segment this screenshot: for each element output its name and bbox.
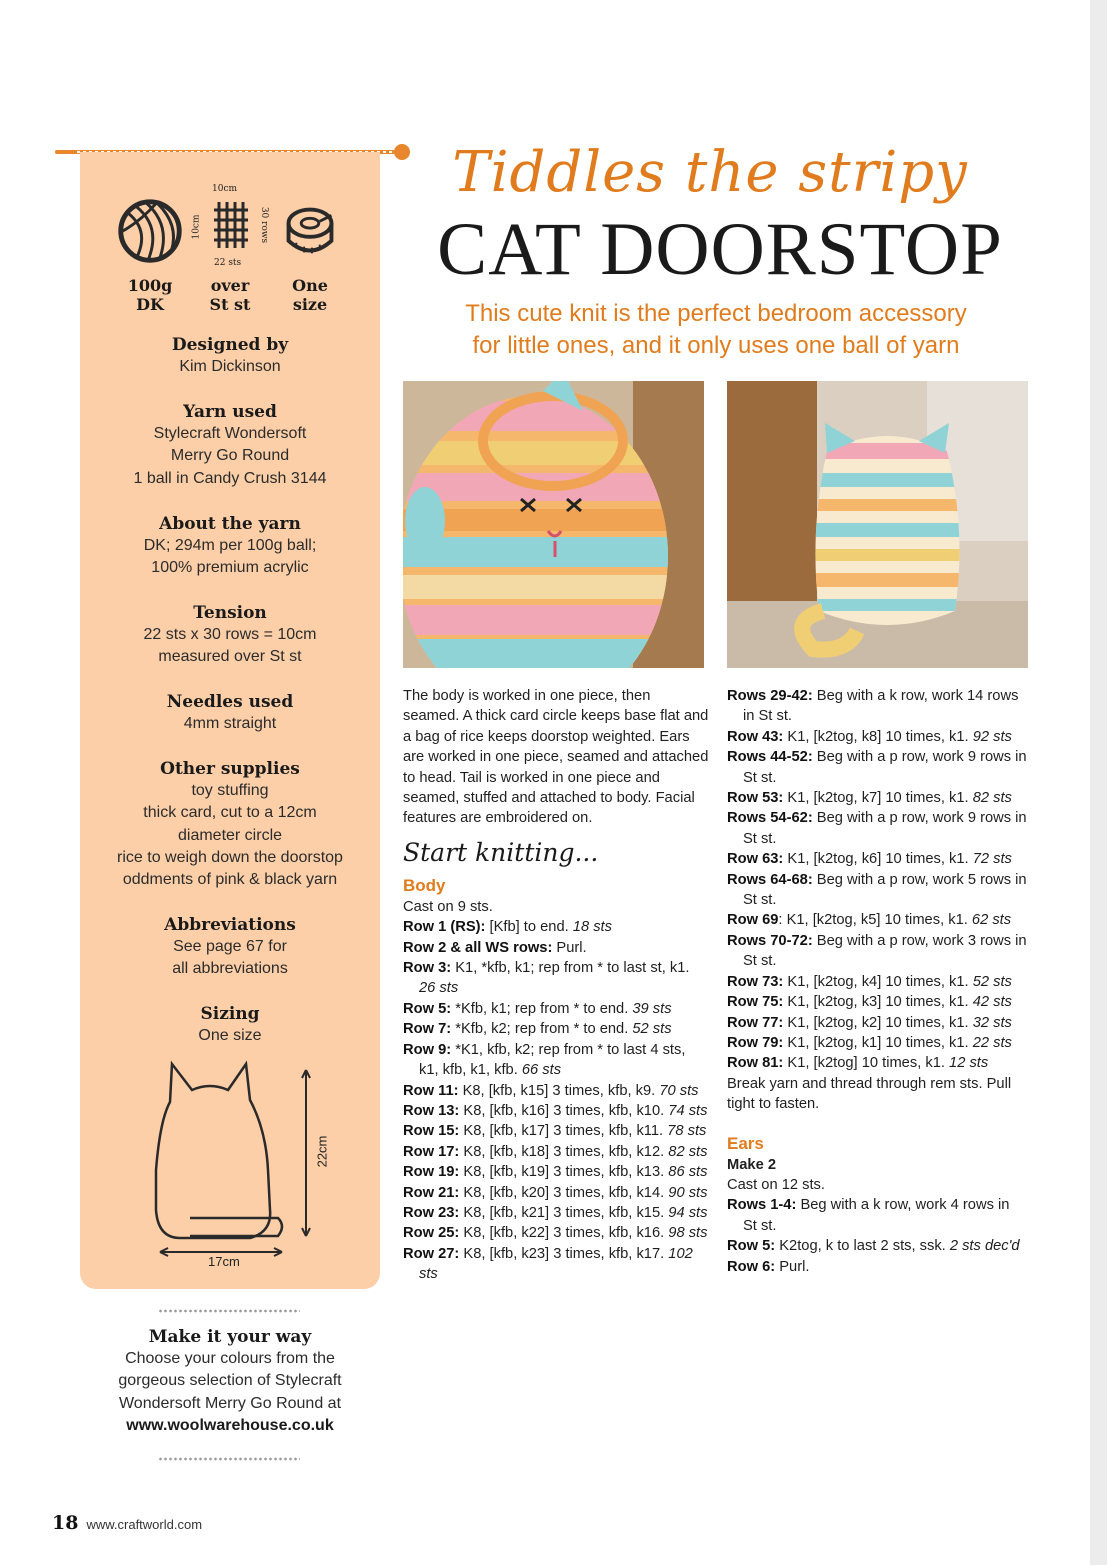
stitch-count: 74 sts xyxy=(668,1102,708,1119)
row-label: Row 9: xyxy=(403,1041,452,1058)
row-label: Row 5: xyxy=(403,1000,452,1017)
row-label: Row 25: xyxy=(403,1225,460,1242)
stitch-count: 70 sts xyxy=(659,1082,699,1099)
stitch-count: 22 sts xyxy=(972,1034,1012,1051)
row-text: Beg with a k row, work 14 rows in St st. xyxy=(743,688,1019,725)
miyw-line: Wondersoft Merry Go Round at xyxy=(118,1394,342,1412)
instruction-row xyxy=(403,1040,709,1081)
miyw-line: gorgeous selection of Stylecraft xyxy=(118,1372,342,1390)
section-line: DK; 294m per 100g ball; xyxy=(143,537,317,554)
row-text: K8, [kfb, k21] 3 times, kfb, k15. xyxy=(459,1204,669,1221)
row-text: K8, [kfb, k17] 3 times, kfb, k11. xyxy=(459,1123,668,1140)
row-label: Row 7: xyxy=(403,1021,452,1038)
row-label: Row 21: xyxy=(403,1184,460,1201)
row-text: K8, [kfb, k23] 3 times, kfb, k17. xyxy=(459,1245,669,1262)
row-text: Purl. xyxy=(552,939,587,956)
swatch-rows-label: 30 rows xyxy=(259,206,270,244)
row-text: Beg with a p row, work 3 rows in St st. xyxy=(743,932,1027,970)
cat-front-photo xyxy=(403,381,704,668)
body-cast-on: Cast on 9 sts. xyxy=(403,898,493,915)
instruction-row xyxy=(727,808,1027,849)
stitch-count: 72 sts xyxy=(972,851,1012,868)
row-label: Row 6: xyxy=(727,1258,776,1275)
row-label: Rows 44-52: xyxy=(727,749,813,766)
row-text: K1, [k2tog] 10 times, k1. xyxy=(783,1055,950,1072)
stitch-count: 62 sts xyxy=(971,912,1012,929)
size-word: size xyxy=(292,295,328,314)
stitch-count: 82 sts xyxy=(668,1143,708,1160)
instruction-row xyxy=(727,1236,1027,1256)
instruction-row xyxy=(403,958,709,999)
ears-heading: Ears xyxy=(727,1133,764,1153)
sizing-section xyxy=(80,1003,380,1047)
instruction-row xyxy=(727,788,1027,808)
row-text: *K1, kfb, k2; rep from * to last 4 sts, k1, kfb, k1, kfb. xyxy=(419,1041,686,1079)
row-label: Row 77: xyxy=(727,1014,784,1031)
supplier-link[interactable]: www.woolwarehouse.co.uk xyxy=(126,1416,334,1434)
stitch-count: 26 sts xyxy=(419,980,459,997)
row-text: K1, [k2tog, k3] 10 times, k1. xyxy=(783,994,973,1011)
row-text: Beg with a p row, work 9 rows in St st. xyxy=(743,810,1027,847)
row-text: K1, [k2tog, k1] 10 times, k1. xyxy=(783,1034,973,1051)
row-text: K1, *kfb, k1; rep from * to last st, k1. xyxy=(451,960,690,977)
stitch-count: 82 sts xyxy=(972,790,1012,807)
row-text: K1, [k2tog, k6] 10 times, k1. xyxy=(783,851,973,868)
stitch-count: 78 sts xyxy=(667,1123,707,1140)
instruction-row xyxy=(403,1203,709,1223)
instruction-row xyxy=(727,1195,1027,1236)
section-line: oddments of pink & black yarn xyxy=(122,871,338,889)
row-text: K8, [kfb, k18] 3 times, kfb, k12. xyxy=(459,1143,669,1160)
page-title: CAT DOORSTOP xyxy=(437,208,1003,291)
stitch-count: 94 sts xyxy=(668,1204,708,1221)
instruction-row xyxy=(727,727,1027,747)
row-label: Row 5: xyxy=(727,1238,776,1255)
section-heading: Tension xyxy=(193,603,267,623)
body-finish: Break yarn and thread through rem sts. Pull tight to fasten. xyxy=(727,1075,1012,1113)
row-label: Row 1 (RS): xyxy=(403,919,486,936)
size-spec xyxy=(270,192,350,314)
row-text: K8, [kfb, k16] 3 times, kfb, k10. xyxy=(459,1102,669,1119)
yarn-used-section xyxy=(80,401,380,490)
row-text: K1, [k2tog, k8] 10 times, k1. xyxy=(783,728,973,745)
section-line: diameter circle xyxy=(177,826,283,844)
row-text: Beg with a p row, work 9 rows in St st. xyxy=(743,749,1027,786)
ears-cast-on: Cast on 12 sts. xyxy=(727,1176,825,1193)
body-cont-rows-list xyxy=(727,686,1027,1074)
instructions-column-1 xyxy=(403,686,709,1285)
row-label: Row 27: xyxy=(403,1245,460,1262)
instruction-row xyxy=(403,1019,709,1039)
needles-section xyxy=(80,691,380,735)
instruction-row xyxy=(727,972,1027,992)
row-label: Row 23: xyxy=(403,1204,460,1221)
standfirst-line: for little ones, and it only uses one ball of yarn xyxy=(472,332,960,359)
instruction-row xyxy=(727,992,1027,1012)
body-heading: Body xyxy=(403,875,446,895)
section-line: 1 ball in Candy Crush 3144 xyxy=(133,469,327,487)
section-line: measured over St st xyxy=(158,648,302,666)
instruction-row xyxy=(727,1013,1027,1033)
info-sidebar xyxy=(80,152,380,1289)
stitch-count: 2 sts dec'd xyxy=(949,1238,1020,1255)
tension-spec xyxy=(190,184,270,314)
row-label: Row 11: xyxy=(403,1082,459,1099)
ears-make: Make 2 xyxy=(727,1156,776,1173)
footer-site: www.craftworld.com xyxy=(86,1517,203,1532)
row-label: Row 73: xyxy=(727,973,784,990)
tension-swatch xyxy=(190,184,270,270)
section-line: Stylecraft Wondersoft xyxy=(153,425,307,442)
stitch-count: 66 sts xyxy=(521,1062,562,1079)
page-number: 18 xyxy=(52,1512,79,1534)
yarn-ball-icon xyxy=(111,192,189,270)
stitch-count: 32 sts xyxy=(972,1014,1012,1031)
row-label: Rows 64-68: xyxy=(727,871,813,888)
designed-by-section xyxy=(80,334,380,378)
instruction-row xyxy=(403,1183,709,1203)
row-text: K8, [kfb, k20] 3 times, kfb, k14. xyxy=(459,1184,669,1201)
row-label: Rows 54-62: xyxy=(727,810,813,827)
grid-icon xyxy=(212,200,250,252)
instruction-row xyxy=(403,1121,709,1141)
row-text: K1, [k2tog, k4] 10 times, k1. xyxy=(783,973,973,990)
section-heading: Sizing xyxy=(200,1004,260,1024)
instruction-row xyxy=(403,917,709,937)
dotted-divider xyxy=(158,1309,300,1313)
other-supplies-section xyxy=(80,758,380,891)
section-line: 4mm straight xyxy=(183,715,277,732)
row-text: K1, [k2tog, k2] 10 times, k1. xyxy=(783,1014,973,1031)
tape-measure-icon xyxy=(271,192,349,270)
row-text: K8, [kfb, k19] 3 times, kfb, k13. xyxy=(459,1164,669,1181)
cat-size-diagram xyxy=(150,1060,330,1260)
size-one: One xyxy=(292,276,328,295)
instruction-row xyxy=(403,1223,709,1243)
section-line: all abbreviations xyxy=(172,960,288,978)
stitch-count: 52 sts xyxy=(632,1021,672,1038)
section-line: thick card, cut to a 12cm xyxy=(143,804,317,822)
intro-paragraph: The body is worked in one piece, then seamed. A thick card circle keeps base flat and a bag of rice keeps doorstop weighted. Ears are worked in one piece, seamed and attached to head. Tail is worked in one piece and seamed, stuffed and attached to body. Facial features are embroidered on. xyxy=(403,688,709,827)
section-line: rice to weigh down the doorstop xyxy=(117,848,343,866)
row-label: Row 79: xyxy=(727,1034,784,1051)
yarn-type: DK xyxy=(136,295,164,314)
swatch-sts-label: 22 sts xyxy=(214,258,242,268)
instruction-row xyxy=(727,1257,1027,1277)
miyw-line: Choose your colours from the xyxy=(125,1350,335,1367)
stitch-count: 52 sts xyxy=(972,973,1012,990)
row-label: Row 19: xyxy=(403,1164,460,1181)
instruction-row xyxy=(403,1101,709,1121)
section-heading: Designed by xyxy=(171,335,289,355)
row-label: Row 75: xyxy=(727,994,784,1011)
height-dimension: 22cm xyxy=(314,1135,330,1168)
page-edge xyxy=(1090,0,1107,1565)
instruction-row xyxy=(727,1053,1027,1073)
body-rows-list xyxy=(403,917,709,1284)
row-label: Row 3: xyxy=(403,960,452,977)
section-line: Kim Dickinson xyxy=(179,358,281,375)
section-line: 100% premium acrylic xyxy=(151,559,309,577)
row-text: Beg with a k row, work 4 rows in St st. xyxy=(743,1197,1010,1234)
row-label: Row 17: xyxy=(403,1143,460,1160)
row-label: Row 63: xyxy=(727,851,784,868)
instruction-row xyxy=(727,910,1027,930)
tension-stitch: St st xyxy=(209,295,251,314)
about-yarn-section xyxy=(80,513,380,580)
stitch-count: 102 sts xyxy=(419,1245,693,1283)
row-label: Rows 70-72: xyxy=(727,932,813,949)
script-title: Tiddles the stripy xyxy=(452,140,968,205)
tension-section xyxy=(80,602,380,669)
swatch-side-label: 10cm xyxy=(191,214,202,240)
row-label: Row 2 & all WS rows: xyxy=(403,939,553,956)
stitch-count: 98 sts xyxy=(668,1225,708,1242)
section-line: toy stuffing xyxy=(191,782,269,799)
stitch-count: 18 sts xyxy=(572,919,612,936)
page-footer xyxy=(52,1512,202,1534)
section-heading: Yarn used xyxy=(183,402,277,422)
tension-over: over xyxy=(210,276,250,295)
instruction-row xyxy=(727,1033,1027,1053)
row-label: Row 53: xyxy=(727,790,784,807)
section-line: Merry Go Round xyxy=(170,447,290,465)
stitch-count: 42 sts xyxy=(972,994,1012,1011)
spec-icons xyxy=(110,184,350,314)
swatch-top-label: 10cm xyxy=(212,184,238,194)
row-label: Row 69 xyxy=(727,912,779,929)
row-text: K8, [kfb, k22] 3 times, kfb, k16. xyxy=(459,1225,669,1242)
row-text: K2tog, k to last 2 sts, ssk. xyxy=(775,1238,950,1255)
row-text: *Kfb, k1; rep from * to end. xyxy=(451,1000,633,1017)
instruction-row xyxy=(727,849,1027,869)
start-knitting-heading: Start knitting... xyxy=(403,837,599,867)
section-heading: About the yarn xyxy=(159,514,301,534)
section-line: See page 67 for xyxy=(173,938,287,955)
section-heading: Other supplies xyxy=(160,759,300,779)
instruction-row xyxy=(403,999,709,1019)
stitch-count: 39 sts xyxy=(632,1000,672,1017)
instruction-row xyxy=(403,1244,709,1285)
instruction-row xyxy=(727,931,1027,972)
row-label: Row 15: xyxy=(403,1123,460,1140)
stitch-count: 92 sts xyxy=(972,728,1012,745)
dotted-divider xyxy=(158,1457,300,1461)
row-text: K8, [kfb, k15] 3 times, kfb, k9. xyxy=(458,1082,660,1099)
yarn-weight: 100g xyxy=(127,276,173,295)
make-it-your-way-box xyxy=(80,1326,380,1437)
instruction-row xyxy=(403,938,709,958)
row-label: Rows 1-4: xyxy=(727,1197,797,1214)
ears-rows-list xyxy=(727,1195,1027,1277)
stitch-count: 90 sts xyxy=(668,1184,708,1201)
standfirst-line: This cute knit is the perfect bedroom accessory xyxy=(465,300,967,327)
instruction-row xyxy=(727,870,1027,911)
instruction-row xyxy=(727,686,1027,727)
instruction-row xyxy=(403,1081,709,1101)
make-it-your-way-heading: Make it your way xyxy=(148,1327,312,1347)
row-label: Row 81: xyxy=(727,1055,784,1072)
abbreviations-section xyxy=(80,914,380,981)
stitch-count: 12 sts xyxy=(949,1055,989,1072)
row-text: K1, [k2tog, k7] 10 times, k1. xyxy=(783,790,973,807)
section-heading: Needles used xyxy=(166,692,294,712)
stitch-count: 86 sts xyxy=(668,1164,708,1181)
instruction-row xyxy=(403,1162,709,1182)
width-dimension: 17cm xyxy=(208,1254,240,1269)
row-label: Row 43: xyxy=(727,728,784,745)
instruction-row xyxy=(727,747,1027,788)
section-line: 22 sts x 30 rows = 10cm xyxy=(143,626,317,643)
row-text: Purl. xyxy=(775,1258,810,1275)
row-text: : K1, [k2tog, k5] 10 times, k1. xyxy=(778,912,972,929)
section-heading: Abbreviations xyxy=(164,915,296,935)
instructions-column-2 xyxy=(727,686,1027,1277)
yarn-spec xyxy=(110,192,190,314)
standfirst xyxy=(400,298,1032,362)
row-label: Rows 29-42: xyxy=(727,688,813,704)
cat-back-photo xyxy=(727,381,1028,668)
row-text: [Kfb] to end. xyxy=(485,919,573,936)
row-text: Beg with a p row, work 5 rows in St st. xyxy=(743,871,1027,909)
row-text: *Kfb, k2; rep from * to end. xyxy=(451,1021,633,1038)
instruction-row xyxy=(403,1142,709,1162)
section-line: One size xyxy=(198,1027,262,1044)
row-label: Row 13: xyxy=(403,1102,460,1119)
